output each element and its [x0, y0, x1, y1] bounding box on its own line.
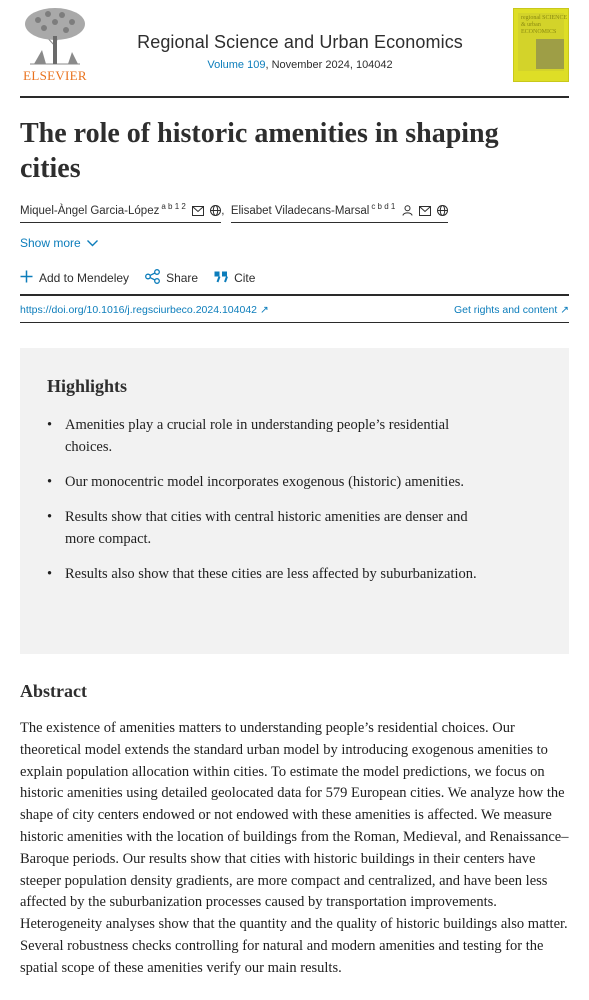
cite-label: Cite — [234, 271, 256, 285]
doi-text[interactable]: https://doi.org/10.1016/j.regsciurbeco.2024.104042 — [20, 304, 258, 316]
elsevier-tree-logo[interactable] — [20, 6, 90, 84]
globe-icon[interactable] — [210, 205, 221, 219]
show-more-label: Show more — [20, 236, 81, 250]
article-actions — [20, 269, 255, 287]
publisher-name: ELSEVIER — [23, 68, 87, 83]
email-icon[interactable] — [419, 206, 431, 219]
share-icon — [145, 269, 160, 287]
external-link-icon: ↗ — [560, 304, 569, 316]
author-name[interactable]: Miquel-Àngel Garcia-López — [20, 205, 160, 217]
author-1[interactable] — [20, 202, 221, 223]
cite-button[interactable] — [214, 269, 255, 287]
journal-title[interactable]: Regional Science and Urban Economics — [137, 32, 463, 52]
doi-link[interactable] — [20, 304, 269, 316]
journal-issue — [120, 59, 480, 71]
highlights-section — [20, 348, 569, 654]
author-name[interactable]: Elisabet Viladecans-Marsal — [230, 205, 370, 217]
abstract-text: The existence of amenities matters to understanding people’s residential choices. Our theoretical model extends the standard urban model by introducing exogenous amenities to explain population allocation within cities. To estimate the model predictions, we focus on historic amenities using detailed geolocated data for 579 European cities. We analyze how the shape of city centers endowed or not endowed with these amenities is affected. We measure historic amenities with the location of buildings from the Roman, Medieval, and Renaissance–Baroque periods. Our results show that cities with historic buildings in their centers have steeper population density gradients, are more compact and centralized, and have been less affected by the suburbanization processes caused by transportation improvements. Heterogeneity analyses show that the quantity and the quality of historic buildings also matter. Several robustness checks controlling for natural and modern amenities and testing for the spatial scope of these amenities verify our main results. — [20, 720, 569, 976]
show-more-button[interactable] — [20, 236, 98, 250]
highlight-item: • Our monocentric model incorporates exogenous (historic) amenities. — [47, 471, 487, 493]
globe-icon[interactable] — [437, 205, 448, 219]
email-icon[interactable] — [192, 206, 204, 219]
add-to-mendeley-button[interactable] — [20, 269, 129, 287]
share-label: Share — [166, 271, 199, 285]
journal-cover-thumbnail[interactable] — [513, 8, 569, 82]
person-icon[interactable] — [402, 205, 413, 219]
get-rights-link[interactable] — [454, 304, 569, 316]
highlights-title: Highlights — [47, 376, 128, 396]
quote-icon — [214, 271, 228, 286]
author-affiliations[interactable]: c b d 1 — [371, 202, 396, 211]
journal-info — [120, 32, 480, 71]
author-affiliations[interactable]: a b 1 2 — [161, 202, 186, 211]
highlight-item: • Results show that cities with central historic amenities are denser and more compact. — [47, 506, 487, 550]
plus-icon — [20, 270, 33, 286]
cover-title: regional SCIENCE & urban ECONOMICS — [521, 15, 568, 35]
author-list: Miquel-Àngel Garcia-López $^{a b 1 2}$ , Elisabet Viladecans-Marsal $^{c b d 1}$ — [20, 202, 448, 223]
highlights-list — [47, 414, 487, 598]
volume-link[interactable]: Volume 109 — [207, 59, 266, 71]
external-link-icon: ↗ — [259, 304, 269, 316]
cover-image — [536, 39, 564, 69]
add-to-mendeley-label: Add to Mendeley — [39, 271, 130, 285]
doi-divider — [20, 322, 569, 323]
rights-text[interactable]: Get rights and content — [453, 304, 558, 316]
header-divider — [20, 96, 569, 98]
journal-header — [20, 6, 569, 96]
highlight-item: • Results also show that these cities are less affected by suburbanization. — [47, 563, 487, 585]
chevron-down-icon — [87, 236, 98, 250]
author-2[interactable] — [231, 202, 448, 223]
share-button[interactable] — [145, 269, 198, 287]
abstract-title: Abstract — [20, 681, 87, 701]
actions-divider — [20, 294, 569, 296]
issue-details: , November 2024, 104042 — [265, 59, 393, 71]
highlight-item: • Amenities play a crucial role in understanding people’s residential choices. — [47, 414, 487, 458]
article-title: The role of historic amenities in shaping cities — [20, 118, 499, 184]
